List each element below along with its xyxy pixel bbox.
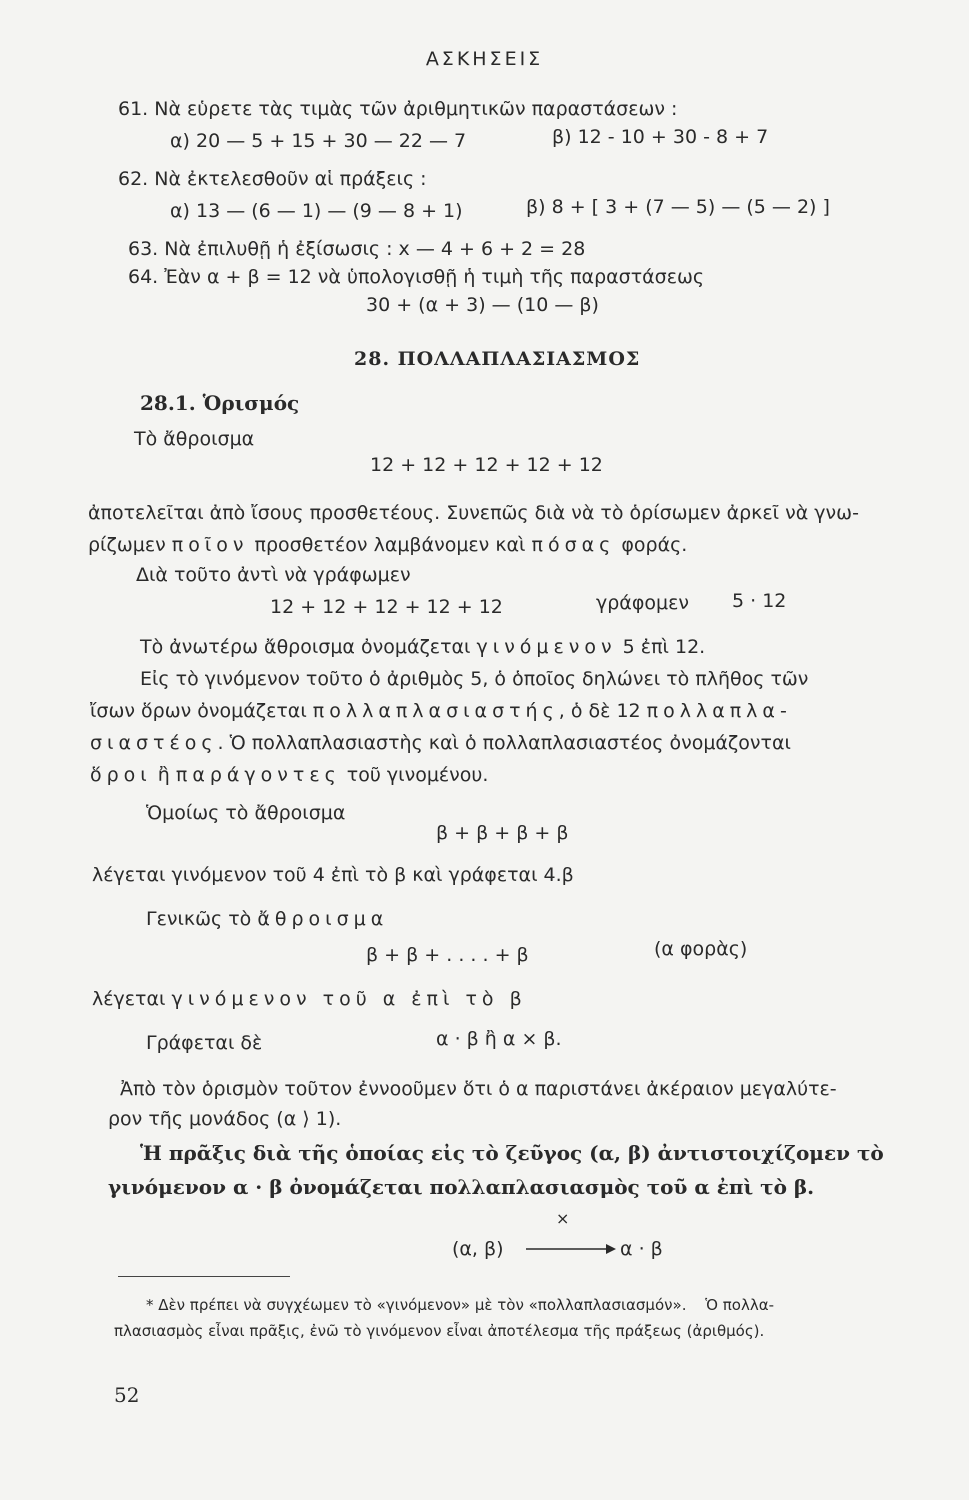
body-line: Γράφεται δὲ xyxy=(146,1032,263,1054)
body-line: ὅροι ἢ παράγοντες τοῦ γινομένου. xyxy=(90,764,489,786)
section-title: 28. ΠΟΛΛΑΠΛΑΣΙΑΣΜΟΣ xyxy=(354,348,641,370)
mapping-domain: (α, β) xyxy=(452,1238,504,1260)
emphasis-text: σιαστέος xyxy=(90,732,218,754)
exercise-64-expression: 30 + (α + 3) — (10 — β) xyxy=(366,294,599,316)
exercise-62b: β) 8 + [ 3 + (7 — 5) — (5 — 2) ] xyxy=(526,196,830,218)
emphasis-text: παράγοντες xyxy=(175,764,341,786)
body-line: λέγεται γινόμενον τοῦ α ἐπὶ τὸ β xyxy=(92,988,527,1010)
formula-sum: 12 + 12 + 12 + 12 + 12 xyxy=(370,454,603,476)
body-line: ἀποτελεῖται ἀπὸ ἴσους προσθετέους. Συνεπῶς διὰ νὰ τὸ ὁρίσωμεν ἀρκεῖ νὰ γνω- xyxy=(88,502,859,524)
exercise-63: 63. Νὰ ἐπιλυθῇ ἡ ἐξίσωσις : x — 4 + 6 + 2 = 28 xyxy=(128,238,586,260)
body-line: Ὁμοίως τὸ ἄθροισμα xyxy=(146,802,346,824)
emphasis-text: πολλαπλα- xyxy=(646,700,792,722)
formula-general-sum: β + β + . . . . + β xyxy=(366,944,529,966)
body-line: γράφομεν xyxy=(596,592,689,614)
footnote-line: πλασιασμὸς εἶναι πρᾶξις, ἐνῶ τὸ γινόμενον εἶναι ἀποτέλεσμα τῆς πράξεως (ἀριθμός). xyxy=(114,1322,765,1340)
exercise-62a: α) 13 — (6 — 1) — (9 — 8 + 1) xyxy=(170,200,463,222)
body-line: Γενικῶς τὸ ἄθροισμα xyxy=(146,908,389,930)
body-line: Διὰ τοῦτο ἀντὶ νὰ γράφωμεν xyxy=(136,564,411,586)
mapping-result: α · β xyxy=(620,1238,663,1260)
definition-line: γινόμενον α · β ὀνομάζεται πολλαπλασιασμὸς τοῦ α ἐπὶ τὸ β. xyxy=(108,1175,815,1199)
body-line: ρον τῆς μονάδος (α ⟩ 1). xyxy=(108,1108,342,1130)
arrow-right-icon xyxy=(526,1234,616,1264)
body-line: λέγεται γινόμενον τοῦ 4 ἐπὶ τὸ β καὶ γράφεται 4.β xyxy=(92,864,574,886)
body-line: Ἀπὸ τὸν ὁρισμὸν τοῦτον ἐννοοῦμεν ὅτι ὁ α παριστάνει ἀκέραιον μεγαλύτε- xyxy=(120,1078,837,1100)
footnote-line: * Δὲν πρέπει νὰ συγχέωμεν τὸ «γινόμενον» μὲ τὸν «πολλαπλασιασμόν». Ὁ πολλα- xyxy=(146,1296,775,1314)
exercise-62: 62. Νὰ ἐκτελεσθοῦν αἱ πράξεις : xyxy=(118,168,427,190)
exercise-64: 64. Ἐὰν α + β = 12 νὰ ὑπολογισθῇ ἡ τιμὴ τῆς παραστάσεως xyxy=(128,266,705,288)
formula-product: 5 · 12 xyxy=(732,590,787,612)
emphasis-text: πολλαπλασιαστής xyxy=(312,700,559,722)
exercise-61: 61. Νὰ εὑρετε τὰς τιμὰς τῶν ἀριθμητικῶν παραστάσεων : xyxy=(118,98,678,120)
exercise-61b: β) 12 - 10 + 30 - 8 + 7 xyxy=(552,126,769,148)
body-line: σιαστέος. Ὁ πολλαπλασιαστὴς καὶ ὁ πολλαπλασιαστέος ὀνομάζονται xyxy=(90,732,791,754)
body-line: Τὸ ἄθροισμα xyxy=(134,428,255,450)
emphasis-text: πόσας xyxy=(531,534,616,556)
formula-sum-beta: β + β + β + β xyxy=(436,822,569,844)
emphasis-text: ἄθροισμα xyxy=(257,908,389,930)
mapping-symbol: × xyxy=(556,1209,570,1228)
body-line: Εἰς τὸ γινόμενον τοῦτο ὁ ἀριθμὸς 5, ὁ ὁποῖος δηλώνει τὸ πλῆθος τῶν xyxy=(140,668,809,690)
body-line: Τὸ ἀνωτέρω ἄθροισμα ὀνομάζεται γινόμενον 5 ἐπὶ 12. xyxy=(140,636,706,658)
exercise-61a: α) 20 — 5 + 15 + 30 — 22 — 7 xyxy=(170,130,467,152)
emphasis-text: ὅροι xyxy=(90,764,152,786)
subsection-title: 28.1. Ὁρισμός xyxy=(140,391,300,415)
body-line: ρίζωμεν ποῖον προσθετέον λαμβάνομεν καὶ πόσας φοράς. xyxy=(88,534,688,556)
body-line: ἴσων ὅρων ὀνομάζεται πολλαπλασιαστής, ὁ δὲ 12 πολλαπλα- xyxy=(90,700,792,722)
definition-line: Ἡ πρᾶξις διὰ τῆς ὁποίας εἰς τὸ ζεῦγος (α, β) ἀντιστοιχίζομεν τὸ xyxy=(140,1141,884,1165)
formula-notation: α · β ἢ α × β. xyxy=(436,1028,562,1050)
emphasis-text: γινόμενον xyxy=(476,636,617,658)
body-line: (α φορὰς) xyxy=(654,938,748,960)
formula-sum: 12 + 12 + 12 + 12 + 12 xyxy=(270,596,503,618)
footnote-divider xyxy=(118,1276,290,1277)
page-number: 52 xyxy=(114,1383,140,1407)
page-header: ΑΣΚΗΣΕΙΣ xyxy=(425,48,544,70)
emphasis-text: ποῖον xyxy=(171,534,249,556)
emphasis-text: γινόμενον τοῦ α ἐπὶ τὸ β xyxy=(171,988,527,1010)
